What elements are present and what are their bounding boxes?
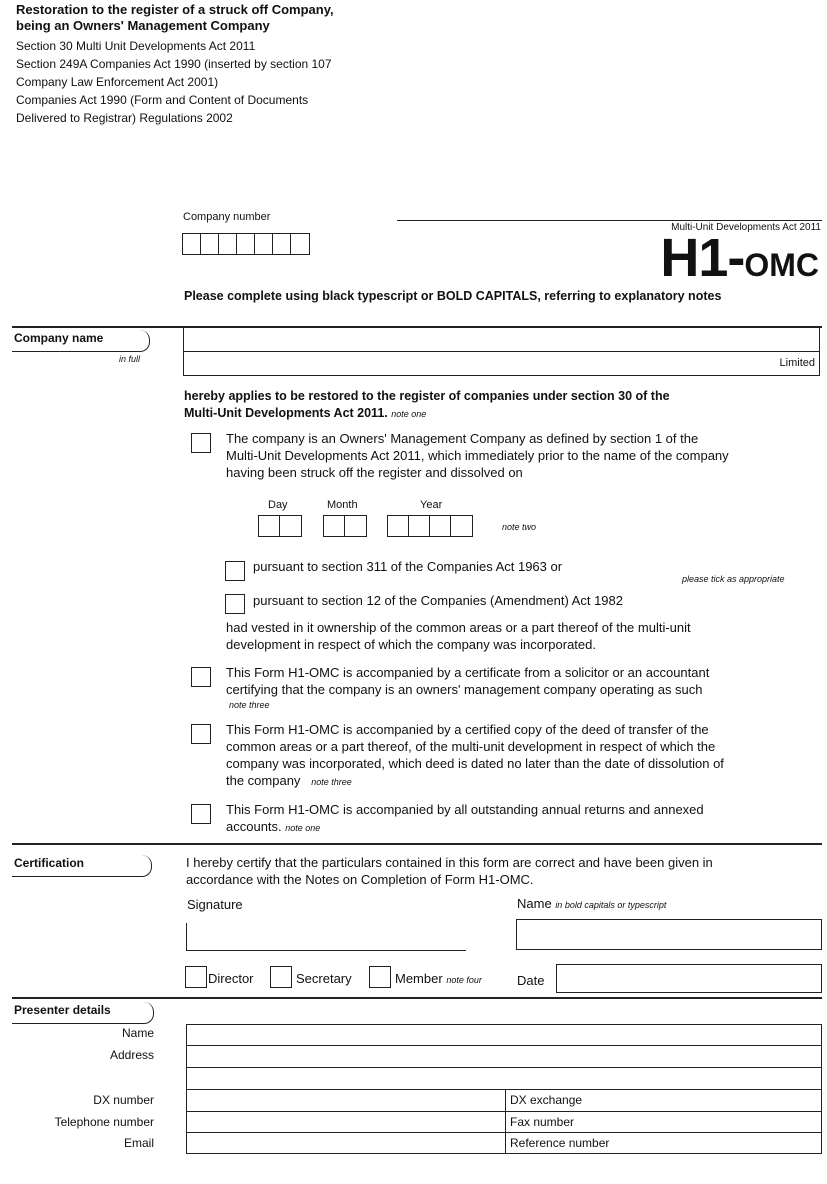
- legal-ref: Delivered to Registrar) Regulations 2002: [16, 111, 233, 125]
- legal-ref: Company Law Enforcement Act 2001): [16, 75, 219, 89]
- company-number-field[interactable]: [182, 233, 310, 255]
- s311-label: pursuant to section 311 of the Companies Act 1963 or: [253, 559, 563, 574]
- certification-text: I hereby certify that the particulars contained in this form are correct and have been given in accordance with the Notes on Completion of Form H1-OMC.: [186, 855, 713, 887]
- form-title-line2: being an Owners' Management Company: [16, 18, 270, 33]
- day-label: Day: [268, 499, 288, 511]
- instructions: Please complete using black typescript or BOLD CAPITALS, referring to explanatory notes: [184, 289, 722, 303]
- member-label: Member note four: [395, 971, 482, 986]
- signature-label: Signature: [187, 897, 243, 912]
- tick-hint: please tick as appropriate: [682, 574, 785, 584]
- date-note: note two: [502, 522, 537, 532]
- company-number-label: Company number: [183, 211, 271, 223]
- address-line-divider: [187, 1067, 821, 1068]
- date-label: Date: [517, 973, 545, 988]
- fax-number-field[interactable]: Fax number: [510, 1115, 575, 1129]
- s12-label: pursuant to section 12 of the Companies (Amendment) Act 1982: [253, 593, 623, 608]
- presenter-address-label: Address: [109, 1048, 154, 1062]
- certification-tab: Certification: [12, 855, 152, 877]
- year-label: Year: [420, 499, 443, 511]
- vested-statement: had vested in it ownership of the common areas or a part thereof of the multi-unit development in respect of which the company was incorporated.: [226, 620, 691, 652]
- section-divider: [12, 843, 822, 845]
- telephone-label: Telephone number: [54, 1115, 154, 1129]
- act-label: Multi-Unit Developments Act 2011: [671, 222, 821, 233]
- presenter-name-field[interactable]: [187, 1025, 821, 1046]
- dx-exchange-field[interactable]: DX exchange: [510, 1093, 583, 1107]
- director-label: Director: [208, 971, 254, 986]
- company-name-split: [184, 351, 819, 352]
- legal-references: [16, 37, 332, 127]
- company-name-tab: Company name: [12, 330, 150, 352]
- reference-number-field[interactable]: Reference number: [510, 1136, 610, 1150]
- returns-statement: This Form H1-OMC is accompanied by all outstanding annual returns and annexed accounts. note one: [226, 802, 704, 834]
- company-name-sub: in full: [119, 354, 141, 364]
- day-field[interactable]: [258, 515, 302, 537]
- legal-ref: Section 30 Multi Unit Developments Act 2011: [16, 39, 256, 53]
- form-title-line1: Restoration to the register of a struck off Company,: [16, 2, 334, 17]
- omc-statement: The company is an Owners' Management Company as defined by section 1 of the Multi-Unit Developments Act 2011, which immediately prior to the name of the company having been struck off the register and dissolved on: [226, 431, 729, 480]
- year-field[interactable]: [387, 515, 473, 537]
- presenter-column-divider: [505, 1090, 506, 1153]
- section-divider: [12, 997, 822, 999]
- limited-suffix: Limited: [779, 357, 815, 369]
- returns-checkbox[interactable]: [191, 804, 211, 824]
- name-hint: in bold capitals or typescript: [555, 900, 667, 910]
- certificate-note: note three: [229, 700, 270, 710]
- form-title: [16, 2, 334, 34]
- certificate-checkbox[interactable]: [191, 667, 211, 687]
- presenter-grid: [186, 1024, 822, 1154]
- company-name-field[interactable]: [183, 327, 820, 376]
- legal-ref: Companies Act 1990 (Form and Content of Documents: [16, 93, 309, 107]
- member-note: note four: [446, 975, 482, 985]
- name-label: Name in bold capitals or typescript: [517, 896, 667, 911]
- form-code-suffix: OMC: [744, 247, 819, 283]
- email-field[interactable]: [187, 1132, 505, 1153]
- presenter-address-field[interactable]: [187, 1046, 821, 1090]
- date-field[interactable]: [556, 964, 822, 993]
- application-note: note one: [391, 409, 427, 419]
- application-text: [184, 388, 670, 423]
- header-rule: [397, 220, 822, 221]
- presenter-name-label: Name: [121, 1026, 154, 1040]
- application-line1: hereby applies to be restored to the register of companies under section 30 of the: [184, 389, 670, 403]
- secretary-label: Secretary: [296, 971, 352, 986]
- telephone-field[interactable]: [187, 1111, 505, 1132]
- secretary-checkbox[interactable]: [270, 966, 292, 988]
- signature-field[interactable]: [186, 923, 466, 951]
- deed-statement: This Form H1-OMC is accompanied by a certified copy of the deed of transfer of the common areas or a part thereof, of the multi-unit development in respect of which the company was incorporated, which deed is dated no later than the date of dissolution of the company note three: [226, 722, 724, 788]
- deed-note: note three: [311, 777, 352, 787]
- form-code-main: H1-: [660, 228, 745, 288]
- s311-checkbox[interactable]: [225, 561, 245, 581]
- s12-checkbox[interactable]: [225, 594, 245, 614]
- dx-number-field[interactable]: [187, 1090, 505, 1111]
- name-field[interactable]: [516, 919, 822, 950]
- director-checkbox[interactable]: [185, 966, 207, 988]
- omc-checkbox[interactable]: [191, 433, 211, 453]
- month-field[interactable]: [323, 515, 367, 537]
- email-label: Email: [123, 1136, 154, 1150]
- legal-ref: Section 249A Companies Act 1990 (inserted by section 107: [16, 57, 332, 71]
- member-checkbox[interactable]: [369, 966, 391, 988]
- application-line2: Multi-Unit Developments Act 2011.: [184, 406, 388, 420]
- month-label: Month: [327, 499, 358, 511]
- presenter-tab: Presenter details: [12, 1002, 154, 1024]
- certificate-statement: This Form H1-OMC is accompanied by a certificate from a solicitor or an accountant certifying that the company is an owners' management company operating as such note three: [226, 665, 710, 710]
- deed-checkbox[interactable]: [191, 724, 211, 744]
- dx-number-label: DX number: [93, 1093, 154, 1107]
- returns-note: note one: [285, 823, 321, 833]
